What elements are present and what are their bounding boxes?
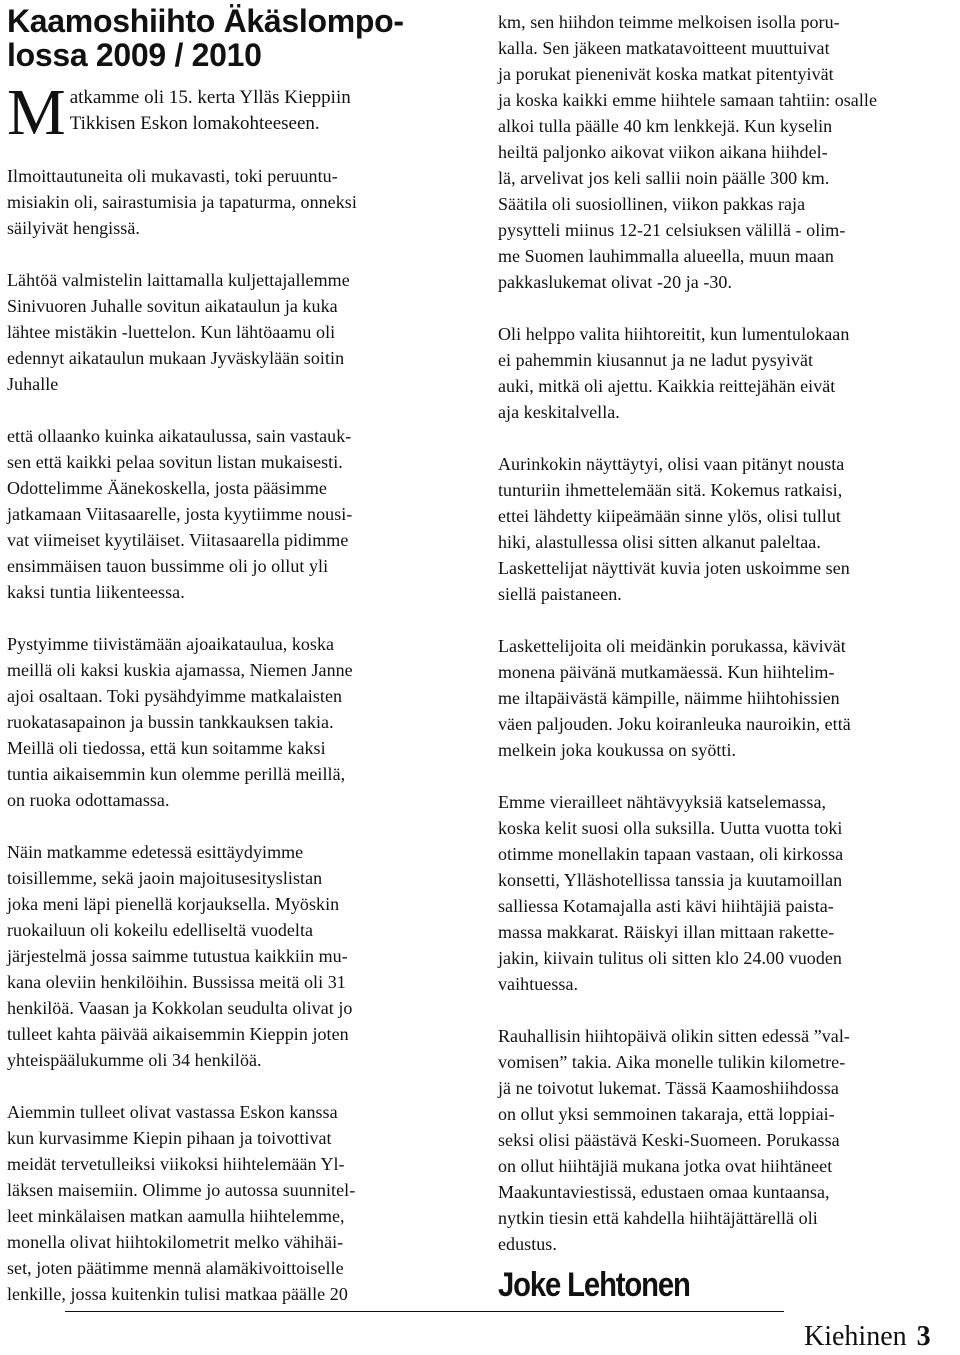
text-line: tunturiin ihmettelemään sitä. Kokemus ratkaisi,	[498, 480, 843, 500]
text-line: nytkin tiesin että kahdella hiihtäjättärellä oli	[498, 1208, 818, 1228]
text-line: koska kelit suosi olla suksilla. Uutta vuotta toki	[498, 818, 843, 838]
text-line: Laskettelijoita oli meidänkin porukassa, kävivät	[498, 636, 846, 656]
text-line: pysytteli miinus 12-21 celsiuksen välillä - olim-	[498, 220, 846, 240]
drop-cap: M	[7, 76, 66, 149]
text-line: jatkamaan Viitasaarelle, josta kyytiimme nousi-	[7, 504, 353, 524]
text-line: Säätila oli suosiollinen, viikon pakkas raja	[498, 194, 806, 214]
text-line: me iltapäivästä kämpille, näimme hiihtohissien	[498, 688, 840, 708]
text-line: auki, mitkä oli ajettu. Kaikkia reittejähän eivät	[498, 376, 836, 396]
text-line: kun kurvasimme Kiepin pihaan ja toivottivat	[7, 1128, 332, 1148]
text-line: toisillemme, sekä jaoin majoitusesityslistan	[7, 868, 323, 888]
text-line: Lähtöä valmistelin laittamalla kuljettajallemme	[7, 270, 350, 290]
title-line: lossa 2009 / 2010	[7, 37, 262, 73]
text-line: meidät tervetulleiksi viikoksi hiihtelemään Yl-	[7, 1154, 345, 1174]
text-line: massa makkarat. Räiskyi illan mittaan rakette-	[498, 922, 835, 942]
text-line: Aiemmin tulleet olivat vastassa Eskon kanssa	[7, 1102, 338, 1122]
paragraph	[7, 839, 469, 1073]
text-line: edennyt aikataulun mukaan Jyväskylään soitin	[7, 348, 345, 368]
text-line: Pystyimme tiivistämään ajoaikataulua, koska	[7, 634, 335, 654]
text-line: siellä paistaneen.	[498, 584, 622, 604]
text-line: ei pahemmin kiusannut ja ne ladut pysyivät	[498, 350, 814, 370]
paragraph-gap	[498, 425, 960, 451]
right-body	[498, 9, 960, 1257]
text-line: pakkaslukemat olivat -20 ja -30.	[498, 272, 733, 292]
paragraph-gap	[7, 813, 469, 839]
text-line: yhteispäälukumme oli 34 henkilöä.	[7, 1050, 262, 1070]
intro-paragraph	[7, 76, 469, 149]
text-line: monella olivat hiihtokilometrit melko vähihäi-	[7, 1232, 344, 1252]
paragraph-gap	[498, 295, 960, 321]
text-line: ruokailuun oli kokeilu edelliseltä vuodelta	[7, 920, 314, 940]
text-line: hiki, alastullessa olisi sitten alkanut paleltaa.	[498, 532, 821, 552]
text-line: lenkille, jossa kuitenkin tulisi matkaa päälle 20	[7, 1284, 348, 1304]
text-line: Laskettelijat näyttivät kuvia joten uskoimme sen	[498, 558, 850, 578]
paragraph-gap	[7, 605, 469, 631]
text-line: vaihtuessa.	[498, 974, 579, 994]
text-line: Rauhallisin hiihtopäivä olikin sitten edessä ”val-	[498, 1026, 850, 1046]
text-line: vat viimeiset kyytiläiset. Viitasaarella pidimme	[7, 530, 349, 550]
text-line: vomisen” takia. Aika monelle tulikin kilometre-	[498, 1052, 846, 1072]
text-line: Juhalle	[7, 374, 59, 394]
page-footer	[804, 1320, 931, 1354]
paragraph	[498, 789, 960, 997]
text-line: Oli helppo valita hiihtoreitit, kun lumentulokaan	[498, 324, 850, 344]
paragraph-gap	[498, 763, 960, 789]
text-line: on ruoka odottamassa.	[7, 790, 170, 810]
right-column	[498, 0, 960, 1305]
publication-name: Kiehinen	[804, 1321, 907, 1352]
paragraph	[498, 633, 960, 763]
text-line: heiltä paljonko aikovat viikon aikana hiihdel-	[498, 142, 828, 162]
text-line: Ilmoittautuneita oli mukavasti, toki peruuntu-	[7, 166, 338, 186]
article-title	[7, 4, 469, 72]
text-line: km, sen hiihdon teimme melkoisen isolla poru-	[498, 12, 840, 32]
footer-rule	[65, 1311, 784, 1312]
text-line: henkilöä. Vaasan ja Kokkolan seudulta olivat jo	[7, 998, 353, 1018]
text-line: säilyivät hengissä.	[7, 218, 140, 238]
text-line: ensimmäisen tauon bussimme oli jo ollut yli	[7, 556, 329, 576]
text-line: ja porukat pienenivät koska matkat pitentyivät	[498, 64, 834, 84]
paragraph	[7, 267, 469, 397]
paragraph-gap	[7, 397, 469, 423]
text-line: Emme vierailleet nähtävyyksiä katselemassa,	[498, 792, 827, 812]
text-line: meillä oli kaksi kuskia ajamassa, Niemen Janne	[7, 660, 353, 680]
text-line: otimme monellakin tapaan vastaan, oli kirkossa	[498, 844, 844, 864]
text-line: läksen maisemiin. Olimme jo autossa suunnitel-	[7, 1180, 356, 1200]
text-line: on ollut yksi semmoinen takaraja, että loppiai-	[498, 1104, 835, 1124]
text-line: lä, arvelivat jos keli sallii noin päälle 300 km.	[498, 168, 830, 188]
text-line: Odottelimme Äänekoskella, josta pääsimme	[7, 478, 327, 498]
text-line: joka meni läpi pienellä korjauksella. Myöskin	[7, 894, 340, 914]
title-line: Kaamoshiihto Äkäslompo-	[7, 3, 404, 39]
text-line: tulleet kahta päivää aikaisemmin Kieppin joten	[7, 1024, 349, 1044]
text-line: jakin, kiivain tulitus oli sitten klo 24.00 vuoden	[498, 948, 842, 968]
text-line: on ollut hiihtäjiä mukana jotka ovat hiihtäneet	[498, 1156, 833, 1176]
paragraph	[498, 451, 960, 607]
text-line: leet minkälaisen matkan aamulla hiihtelemme,	[7, 1206, 345, 1226]
text-line: väen paljouden. Joku koiranleuka nauroikin, että	[498, 714, 851, 734]
text-line: Näin matkamme edetessä esittäydyimme	[7, 842, 304, 862]
text-line: Maakuntaviestissä, edustaen omaa kuntaansa,	[498, 1182, 830, 1202]
paragraph	[498, 321, 960, 425]
page-number: 3	[916, 1321, 931, 1352]
paragraph	[498, 9, 960, 295]
text-line: konsetti, Ylläshotellissa tanssia ja kuutamoillan	[498, 870, 843, 890]
left-column	[7, 0, 469, 1307]
paragraph	[7, 1099, 469, 1307]
text-line: ruokatasapainon ja bussin tankkauksen takia.	[7, 712, 334, 732]
text-line: monena päivänä mutkamäessä. Kun hiihtelim-	[498, 662, 835, 682]
text-line: järjestelmä jossa saimme tutustua kaikkiin mu-	[7, 946, 348, 966]
text-line: aja keskitalvella.	[498, 402, 620, 422]
author-signature: Joke Lehtonen	[498, 1266, 690, 1304]
text-line: kaksi tuntia liikenteessa.	[7, 582, 185, 602]
text-line: alkoi tulla päälle 40 km lenkkejä. Kun kyselin	[498, 116, 833, 136]
text-line: sen että kaikki pelaa sovitun listan mukaisesti.	[7, 452, 343, 472]
text-line: Aurinkokin näyttäytyi, olisi vaan pitänyt nousta	[498, 454, 845, 474]
text-line: Meillä oli tiedossa, että kun soitamme kaksi	[7, 738, 326, 758]
paragraph	[7, 631, 469, 813]
paragraph	[7, 423, 469, 605]
paragraph-gap	[7, 241, 469, 267]
text-line: lähtee mistäkin -luettelon. Kun lähtöaamu oli	[7, 322, 336, 342]
text-line: set, joten päätimme mennä alamäkivoittoiselle	[7, 1258, 344, 1278]
paragraph-gap	[498, 607, 960, 633]
intro-line: Tikkisen Eskon lomakohteeseen.	[69, 113, 320, 134]
text-line: ettei lähdetty kiipeämään sinne ylös, olisi tullut	[498, 506, 841, 526]
paragraph	[7, 163, 469, 241]
text-line: jä ne toivotut lukemat. Tässä Kaamoshiihdossa	[498, 1078, 839, 1098]
text-line: tuntia aikaisemmin kun olemme perillä meillä,	[7, 764, 346, 784]
text-line: kalla. Sen jäkeen matkatavoitteent muuttuivat	[498, 38, 830, 58]
paragraph	[498, 1023, 960, 1257]
text-line: kana oleviin henkilöihin. Bussissa meitä oli 31	[7, 972, 346, 992]
text-line: salliessa Kotamajalla asti kävi hiihtäjiä paista-	[498, 896, 834, 916]
text-line: misiakin oli, sairastumisia ja tapaturma, onneksi	[7, 192, 357, 212]
text-line: ja koska kaikki emme hiihtele samaan tahtiin: osalle	[498, 90, 877, 110]
text-line: Sinivuoren Juhalle sovitun aikataulun ja kuka	[7, 296, 338, 316]
paragraph-gap	[7, 1073, 469, 1099]
paragraph-gap	[498, 997, 960, 1023]
intro-line: atkamme oli 15. kerta Ylläs Kieppiin	[69, 87, 351, 108]
text-line: ajoi osaltaan. Toki pysähdyimme matkalaisten	[7, 686, 343, 706]
left-body	[7, 163, 469, 1307]
text-line: seksi olisi päästävä Keski-Suomeen. Porukassa	[498, 1130, 840, 1150]
text-line: melkein joka koukussa on syötti.	[498, 740, 737, 760]
text-line: me Suomen lauhimmalla alueella, muun maan	[498, 246, 834, 266]
text-line: edustus.	[498, 1234, 557, 1254]
text-line: että ollaanko kuinka aikataulussa, sain vastauk-	[7, 426, 352, 446]
